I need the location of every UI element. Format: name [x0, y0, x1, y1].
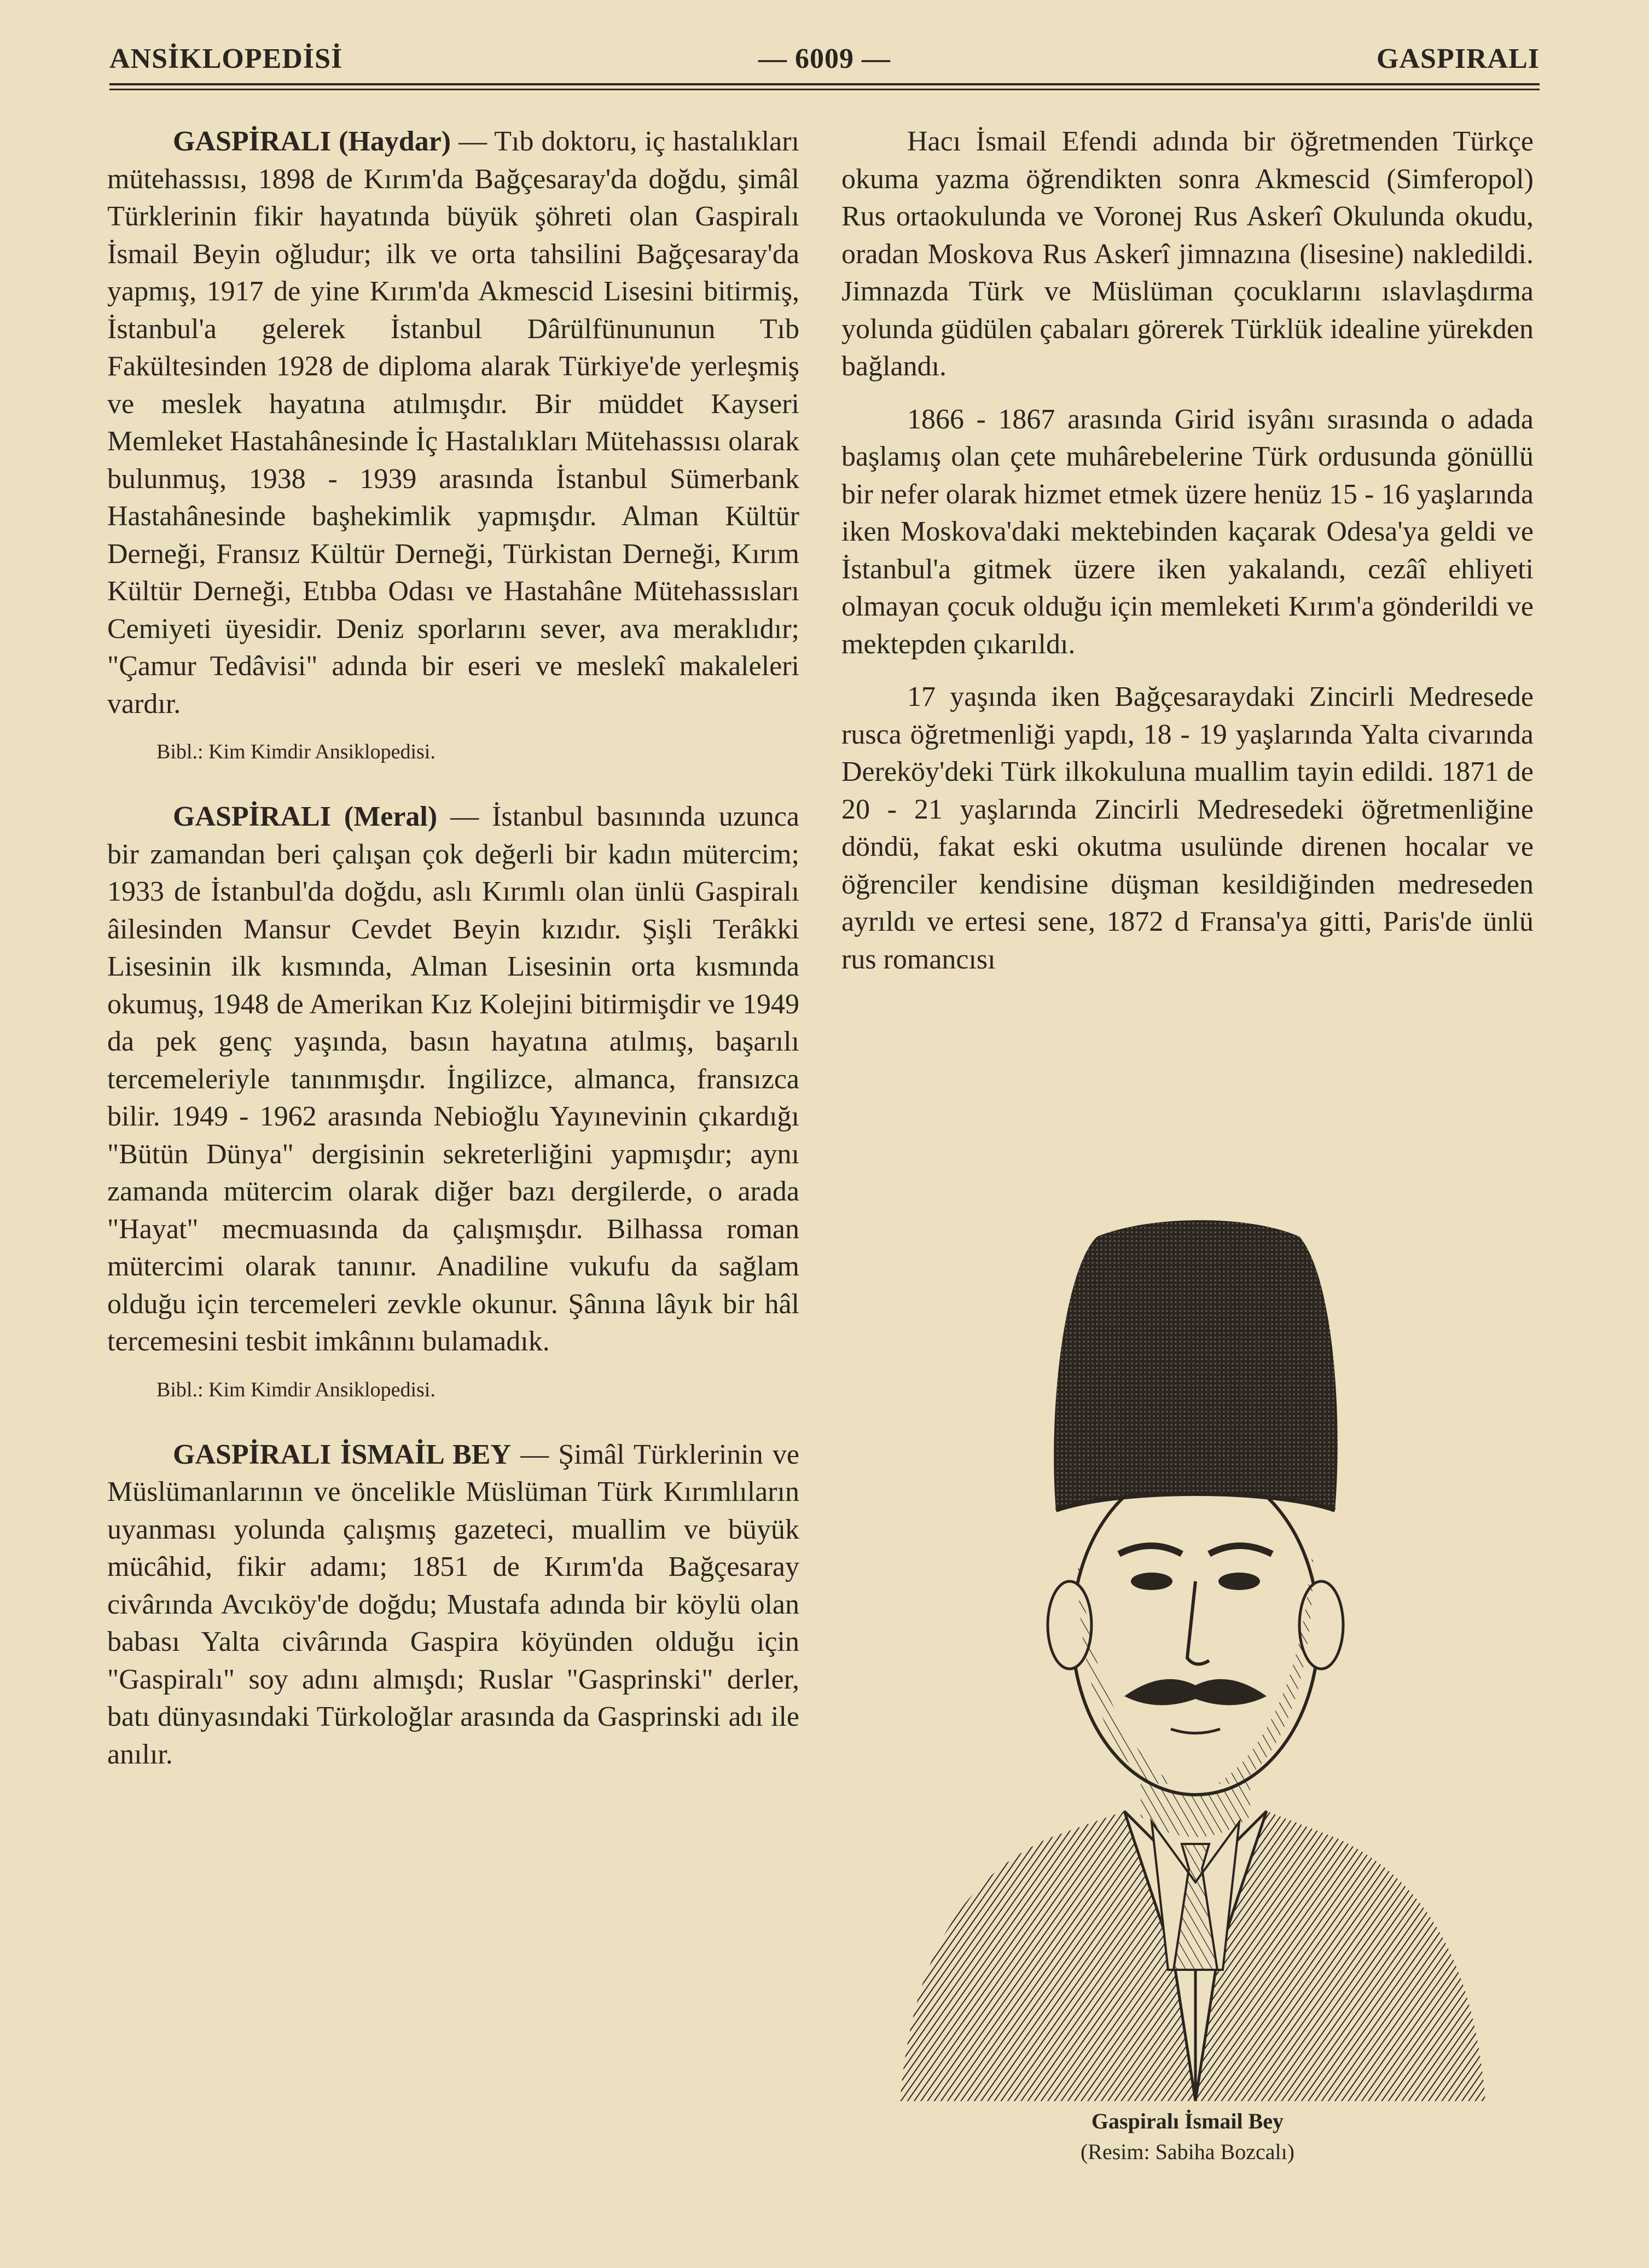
- paragraph: 17 yaşında iken Bağçesaraydaki Zincirli Medresede rusca öğretmenliği yapdı, 18 - 19 yaşlarında Yalta civarında Dereköy'deki Türk ilkokuluna muallim tayin edildi. 1871 de 20 - 21 yaşlarında Zincirli Medresedeki öğretmenliğine döndü, fakat eski okutma usulünde direnen hocalar ve öğrenciler kendisine düşman kesildiğinden medreseden ayrıldı ve ertesi sene, 1872 d Fransa'ya gitti, Paris'de ünlü rus romancısı: [841, 681, 1534, 975]
- entry-haydar: [107, 123, 799, 723]
- entry-title: GASPİRALI (Haydar): [173, 126, 451, 157]
- entry-meral: [107, 798, 799, 1361]
- right-column: [841, 123, 1534, 994]
- entry-text: — Şimâl Türklerinin ve Müslümanlarının ve öncelikle Müslüman Türk Kırımlıların uyanması yolunda çalışmış gazeteci, muallim ve büyük mücâhid, fikir adamı; 1851 de Kırım'da Bağçesaray civârında Avcıköy'de doğdu; Mustafa adında bir köylü olan babası Yalta civârında Gaspira köyünden olduğu için "Gaspiralı" soy adını almışdı; Ruslar "Gasprinski" derler, batı dünyasındaki Türkoloğlar arasında da Gasprinski adı ile anılır.: [107, 1438, 799, 1770]
- header-right: GASPIRALI: [1377, 43, 1540, 74]
- bibliography: Bibl.: Kim Kimdir Ansiklopedisi.: [156, 1378, 436, 1401]
- portrait-caption-credit: (Resim: Sabiha Bozcalı): [1080, 2139, 1294, 2164]
- entry-ismail-bey: [107, 1436, 799, 1774]
- header-left: ANSİKLOPEDİSİ: [109, 43, 343, 74]
- entry-text: — İstanbul basınında uzunca bir zamandan beri çalışan çok değerli bir kadın mütercim; 1933 de İstanbul'da doğdu, aslı Kırımlı olan ünlü Gaspiralı âilesinden Mansur Cevdet Beyin kızıdır. Şişli Terâkki Lisesinin ilk kısmında, Alman Lisesinin orta kısmında okumuş, 1948 de Amerikan Kız Kolejini bitirmişdir ve 1949 da pek genç yaşında, basın hayatına atılmış, başarılı tercemeleriyle tanınmışdır. İngilizce, almanca, fransızca bilir. 1949 - 1962 arasında Nebioğlu Yayınevinin çıkardığı "Bütün Dünya" dergisinin sekreterliğini yapmışdır; aynı zamanda mütercim olarak diğer bazı dergilerde, o arada "Hayat" mecmuasında da çalışmışdır. Bilhassa roman mütercimi olarak tanınır. Anadiline vukufu da sağlam olduğu için tercemeleri zevkle okunur. Şânına lâyık bir hâl tercemesini tesbit imkânını bulamadık.: [107, 801, 799, 1357]
- paragraph: Hacı İsmail Efendi adında bir öğretmenden Türkçe okuma yazma öğrendikten sonra Akmescid (Simferopol) Rus ortaokulunda ve Voronej Rus Askerî Okulunda okudu, oradan Moskova Rus Askerî jimnazına (lisesine) nakledildi. Jimnazda Türk ve Müslüman çocuklarını ıslavlaşdırma yolunda güdülen çabaları görerek Türklük idealine yürekden bağlandı.: [841, 126, 1534, 382]
- entry-text: — Tıb doktoru, iç hastalıkları mütehassısı, 1898 de Kırım'da Bağçesaray'da doğdu, şimâl Türklerinin fikir hayatında büyük şöhreti olan Gaspiralı İsmail Beyin oğludur; ilk ve orta tahsilini Bağçesaray'da yapmış, 1917 de yine Kırım'da Akmescid Lisesini bitirmiş, İstanbul'a gelerek İstanbul Dârülfünununun Tıb Fakültesinden 1928 de diploma alarak Türkiye'de yerleşmiş ve meslek hayatına atılmışdır. Bir müddet Kayseri Memleket Hastahânesinde İç Hastalıkları Mütehassısı olarak bulunmuş, 1938 - 1939 arasında İstanbul Sümerbank Hastahânesinde başhekimlik yapmışdır. Alman Kültür Derneği, Fransız Kültür Derneği, Türkistan Derneği, Kırım Kültür Derneği, Etıbba Odası ve Hastahâne Mütehassısları Cemiyeti üyesidir. Deniz sporlarını sever, ava meraklıdır; "Çamur Tedâvisi" adında bir eseri ve meslekî makaleleri vardır.: [107, 126, 799, 720]
- paragraph: 1866 - 1867 arasında Girid isyânı sırasında o adada başlamış olan çete muhârebelerine Türk ordusunda gönüllü bir nefer olarak hizmet etmek üzere henüz 15 - 16 yaşlarında iken Moskova'daki mektebinden kaçarak Odesa'ya geldi ve İstanbul'a gitmek üzere iken yakalandı, cezâî ehliyeti olmayan çocuk olduğu için memleketi Kırım'a gönderildi ve mektepden çıkarıldı.: [841, 403, 1534, 660]
- portrait-engraving-icon: [867, 1204, 1510, 2101]
- left-column: [107, 123, 799, 1789]
- running-header: [109, 43, 1540, 81]
- portrait-caption-name: Gaspiralı İsmail Bey: [1091, 2109, 1284, 2133]
- entry-title: GASPİRALI (Meral): [173, 801, 438, 832]
- page-number: — 6009 —: [758, 43, 891, 74]
- header-rule: [109, 83, 1540, 85]
- header-rule-thin: [109, 89, 1540, 90]
- entry-title: GASPİRALI İSMAİL BEY: [173, 1438, 512, 1470]
- bibliography: Bibl.: Kim Kimdir Ansiklopedisi.: [156, 740, 436, 763]
